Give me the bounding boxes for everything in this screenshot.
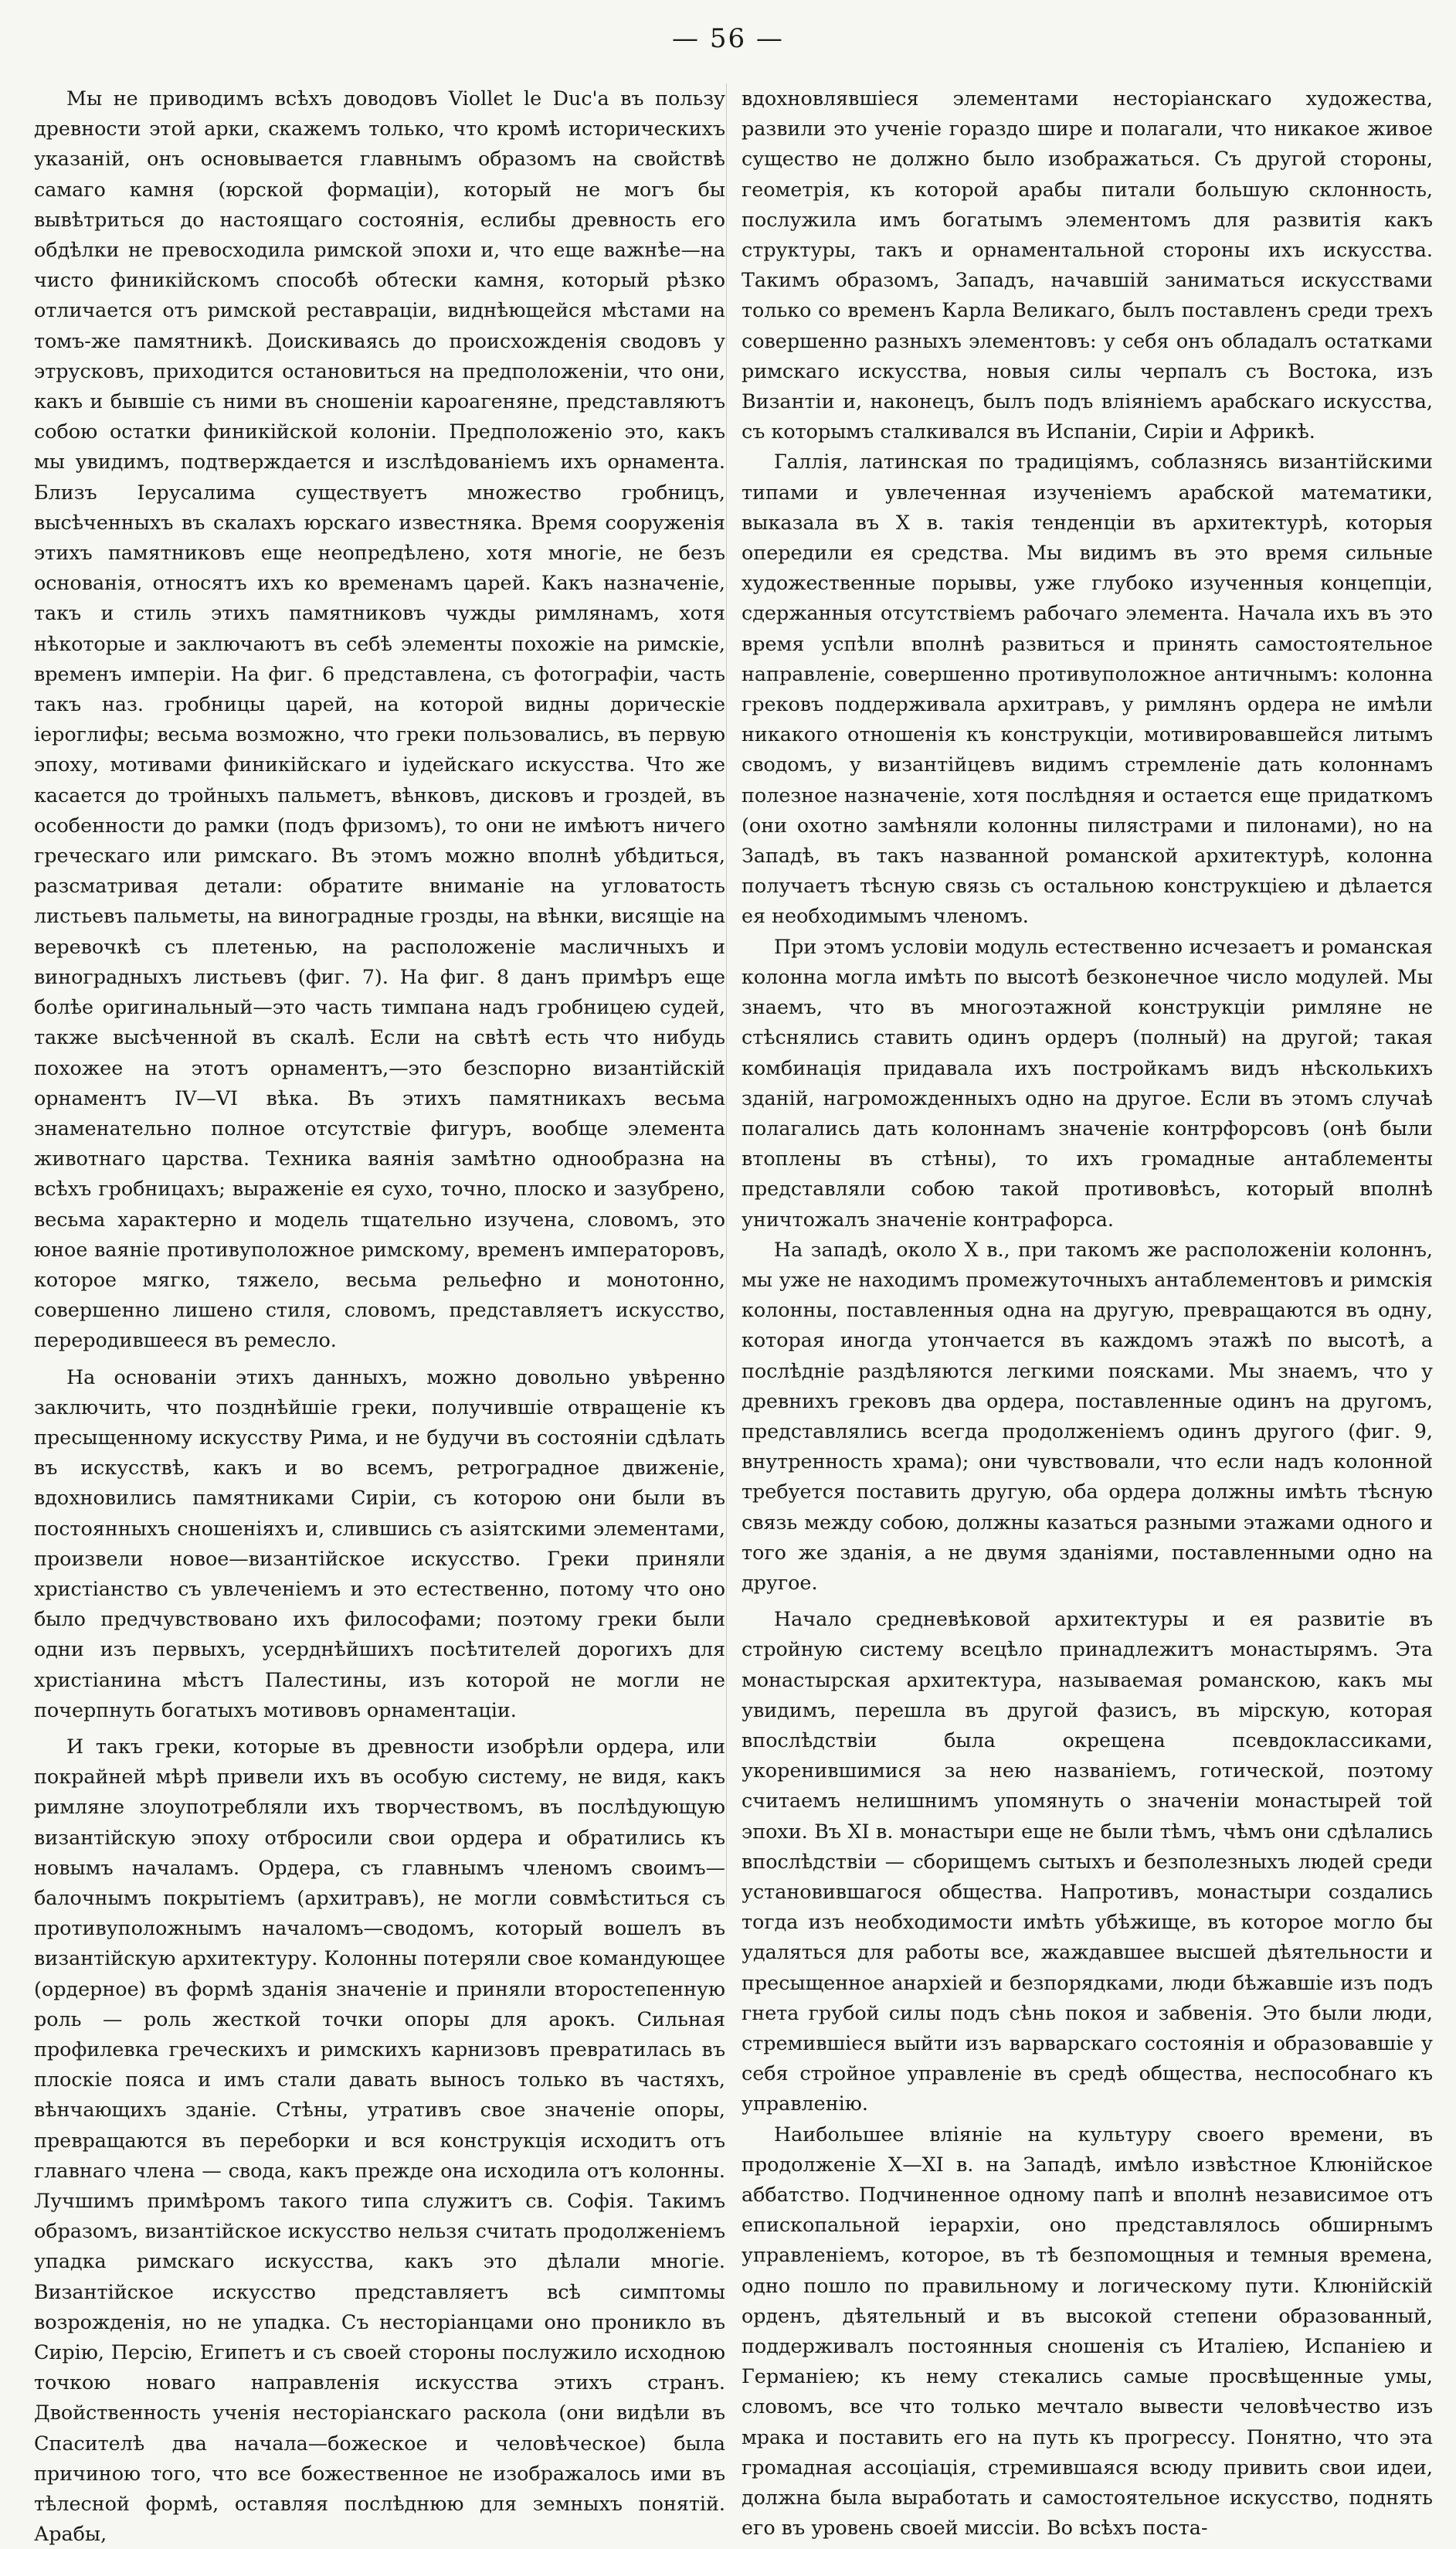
paragraph: При этомъ условіи модуль естественно исчезаетъ и романская колонна могла имѣть по высотѣ безконечное число модулей. Мы знаемъ, что въ многоэтажной конструкціи римляне не стѣснялись ставить одинъ ордеръ (полный) на другой; такая комбинація придавала ихъ постройкамъ видъ нѣсколькихъ зданій, нагроможденныхъ одно на другое. Если въ этомъ случаѣ полагались дать колоннамъ значеніе контрфорсовъ (онѣ были втоплены въ стѣны), то ихъ громадные антаблементы представляли собою такой противовѣсъ, который вполнѣ уничтожалъ значеніе контрафорса. (742, 934, 1433, 1231)
paragraph: Начало средневѣковой архитектуры и ея развитіе въ стройную систему всецѣло принадлежитъ монастырямъ. Эта монастырская архитектура, называемая романскою, какъ мы увидимъ, перешла въ другой фазисъ, въ мірскую, которая впослѣдствіи была окрещена псевдоклассиками, укоренившимися за нею названіемъ, готической, поэтому считаемъ нелишнимъ упомянуть о значеніи монастырей той эпохи. Въ XI в. монастыри еще не были тѣмъ, чѣмъ они сдѣлались впослѣдствіи — сборищемъ сытыхъ и безполезныхъ людей среди установившагося общества. Напротивъ, монастыри создались тогда изъ необходимости имѣть убѣжище, въ которое могло бы удаляться для работы все, жаждавшее высшей дѣятельности и пресыщенное анархіей и безпорядками, люди бѣжавшіе изъ подъ гнета грубой силы подъ сѣнь покоя и забвенія. Это были люди, стремившіеся выйти изъ варварскаго состоянія и образовавшіе у себя стройное управленіе въ средѣ общества, неспособнаго къ управленію. (742, 1607, 1433, 2116)
right-column (742, 83, 1433, 2543)
paragraph: вдохновлявшіеся элементами несторіанскаго художества, развили это ученіе гораздо шире и полагали, что никакое живое существо не должно было изображаться. Съ другой стороны, геометрія, къ которой арабы питали большую склонность, послужила имъ богатымъ элементомъ для развитія какъ структуры, такъ и орнаментальной стороны ихъ искусства. Такимъ образомъ, Западъ, начавшій заниматься искусствами только со временъ Карла Великаго, былъ поставленъ среди трехъ совершенно разныхъ элементовъ: у себя онъ обладалъ остатками римскаго искусства, новыя силы черпалъ съ Востока, изъ Византіи и, наконецъ, былъ подъ вліяніемъ арабскаго искусства, съ которымъ сталкивался въ Испаніи, Сиріи и Африкѣ. (742, 87, 1433, 444)
paragraph: На западѣ, около X в., при такомъ же расположеніи колоннъ, мы уже не находимъ промежуточныхъ антаблементовъ и римскія колонны, поставленныя одна на другую, превращаются въ одну, которая иногда утончается въ каждомъ этажѣ по высотѣ, а послѣдніе раздѣляются легкими поясками. Мы знаемъ, что у древнихъ грековъ два ордера, поставленные одинъ на другомъ, представлялись всегда продолженіемъ одинъ другого (фиг. 9, внутренность храма); они чувствовали, что если надъ колонной требуется поставить другую, оба ордера должны имѣть тѣсную связь между собою, должны казаться разными этажами одного и того же зданія, а не двумя зданіями, поставленными одно на другое. (742, 1237, 1433, 1594)
paragraph: Наибольшее вліяніе на культуру своего времени, въ продолженіе X—XI в. на Западѣ, имѣло извѣстное Клюнійское аббатство. Подчиненное одному папѣ и вполнѣ независимое отъ епископальной іерархіи, оно представлялось обширнымъ управленіемъ, которое, въ тѣ безпомощныя и темныя времена, одно пошло по правильному и логическому пути. Клюнійскій орденъ, дѣятельный и въ высокой степени образованный, поддерживалъ постоянныя сношенія съ Италіею, Испаніею и Германіею; къ нему стекались самые просвѣщенные умы, словомъ, все что только мечтало вывести человѣчество изъ мрака и поставить его на путь къ прогрессу. Понятно, что эта громадная ассоціація, стремившаяся всюду привить свои идеи, должна была выработать и самостоятельное искусство, поднять его въ уровень своей миссіи. Во всѣхъ поста- (742, 2122, 1433, 2540)
page-number: — 56 — (672, 23, 784, 54)
paragraph: Мы не приводимъ всѣхъ доводовъ Viollet le Duc'a въ пользу древности этой арки, скажемъ только, что кромѣ историческихъ указаній, онъ основывается главнымъ образомъ на свойствѣ самаго камня (юрской формаціи), который не могъ бы вывѣтриться до настоящаго состоянія, еслибы древность его обдѣлки не превосходила римской эпохи и, что еще важнѣе—на чисто финикійскомъ способѣ обтески камня, который рѣзко отличается отъ римской реставраціи, виднѣющейся мѣстами на томъ-же памятникѣ. Доискиваясь до происхожденія сводовъ у этрусковъ, приходится остановиться на предположеніи, что они, какъ и бывшіе съ ними въ сношеніи кароагеняне, представляютъ собою остатки финикійской колоніи. Предположеніо это, какъ мы увидимъ, подтверждается и изслѣдованіемъ ихъ орнамента. Близъ Іерусалима существуетъ множество гробницъ, высѣченныхъ въ скалахъ юрскаго известняка. Время сооруженія этихъ памятниковъ еще неопредѣлено, хотя многіе, не безъ основанія, относятъ ихъ ко временамъ царей. Какъ назначеніе, такъ и стиль этихъ памятниковъ чужды римлянамъ, хотя нѣкоторые и заключаютъ въ себѣ элементы похожіе на римскіе, временъ имперіи. На фиг. 6 представлена, съ фотографіи, часть такъ наз. гробницы царей, на которой видны дорическіе іероглифы; весьма возможно, что греки пользовались, въ первую эпоху, мотивами финикійскаго и іудейскаго искусства. Что же касается до тройныхъ пальметъ, вѣнковъ, дисковъ и гроздей, въ особенности до рамки (подъ фризомъ), то они не имѣютъ ничего греческаго или римскаго. Въ этомъ можно вполнѣ убѣдиться, разсматривая детали: обратите вниманіе на угловатость листьевъ пальметы, на виноградные грозды, на вѣнки, висящіе на веревочкѣ съ плетенью, на расположеніе масличныхъ и виноградныхъ листьевъ (фиг. 7). На фиг. 8 данъ примѣръ еще болѣе оригинальный—это часть тимпана надъ гробницею судей, также высѣченной въ скалѣ. Если на свѣтѣ есть что нибудь похожее на этотъ орнаментъ,—это безспорно византійскій орнаментъ IV—VI вѣка. Въ этихъ памятникахъ весьма знаменательно полное отсутствіе фигуръ, вообще элемента животнаго царства. Техника ваянія замѣтно однообразна на всѣхъ гробницахъ; выраженіе ея сухо, точно, плоско и зазубрено, весьма характерно и модель тщательно изучена, словомъ, это юное ваяніе противуположное римскому, временъ императоровъ, которое мягко, тяжело, весьма рельефно и монотонно, совершенно лишено стиля, словомъ, представляетъ искусство, переродившееся въ ремесло. (34, 87, 725, 1352)
paragraph: Галлія, латинская по традиціямъ, соблазнясь византійскими типами и увлеченная изученіемъ арабской математики, выказала въ X в. такія тенденціи въ архитектурѣ, которыя опередили ея средства. Мы видимъ въ это время сильные художественные порывы, уже глубоко изученныя концепціи, сдержанныя отсутствіемъ рабочаго элемента. Начала ихъ въ это время успѣли вполнѣ развиться и принять самостоятельное направленіе, совершенно противуположное античнымъ: колонна грековъ поддерживала архитравъ, у римлянъ ордера не имѣли никакого отношенія къ конструкціи, мотивировавшейся литымъ сводомъ, у византійцевъ видимъ стремленіе дать колоннамъ полезное назначеніе, хотя послѣдняя и остается еще придаткомъ (они охотно замѣняли колонны пилястрами и пилонами), но на Западѣ, въ такъ названной романской архитектурѣ, колонна получаетъ тѣсную связь съ остальною конструкціею и дѣлается ея необходимымъ членомъ. (742, 450, 1433, 928)
paragraph: И такъ греки, которые въ древности изобрѣли ордера, или покрайней мѣрѣ привели ихъ въ особую систему, не видя, какъ римляне злоупотребляли ихъ творчествомъ, въ послѣдующую византійскую эпоху отбросили свои ордера и обратились къ новымъ началамъ. Ордера, съ главнымъ членомъ своимъ—балочнымъ покрытіемъ (архитравъ), не могли совмѣститься съ противуположнымъ началомъ—сводомъ, который вошелъ въ византійскую архитектуру. Колонны потеряли свое командующее (ордерное) въ формѣ зданія значеніе и приняли второстепенную роль — роль жесткой точки опоры для арокъ. Сильная профилевка греческихъ и римскихъ карнизовъ превратилась въ плоскіе пояса и имъ стали давать выносъ только въ частяхъ, вѣнчающихъ зданіе. Стѣны, утративъ свое значеніе опоры, превращаются въ переборки и вся конструкція исходитъ отъ главнаго члена — свода, какъ прежде она исходила отъ колонны. Лучшимъ примѣромъ такого типа служитъ св. Софія. Такимъ образомъ, византійское искусство нельзя считать продолженіемъ упадка римскаго искусства, какъ это дѣлали многіе. Византійское искусство представляетъ всѣ симптомы возрожденія, но не упадка. Съ несторіанцами оно проникло въ Сирію, Персію, Египетъ и съ своей стороны послужило исходною точкою новаго направленія искусства этихъ странъ. Двойственность ученія несторіанскаго раскола (они видѣли въ Спасителѣ два начала—божеское и человѣческое) была причиною того, что все божественное не изображалось ими въ тѣлесной формѣ, оставляя послѣднюю для земныхъ понятій. Арабы, (34, 1734, 725, 2546)
paragraph: На основаніи этихъ данныхъ, можно довольно увѣренно заключить, что позднѣйшіе греки, получившіе отвращеніе къ пресыщенному искусству Рима, и не будучи въ состояніи сдѣлать въ искусствѣ, какъ и во всемъ, ретроградное движеніе, вдохновились памятниками Сиріи, съ которою они были въ постоянныхъ сношеніяхъ и, слившись съ азіятскими элементами, произвели новое—византійское искусство. Греки приняли христіанство съ увлеченіемъ и это естественно, потому что оно было предчувствовано ихъ философами; поэтому греки были одни изъ первыхъ, усерднѣйшихъ посѣтителей дорогихъ для христіанина мѣстъ Палестины, изъ которой не могли не почерпнуть богатыхъ мотивовъ орнаментаціи. (34, 1365, 725, 1721)
left-column (34, 83, 725, 2549)
column-divider (726, 83, 727, 1907)
